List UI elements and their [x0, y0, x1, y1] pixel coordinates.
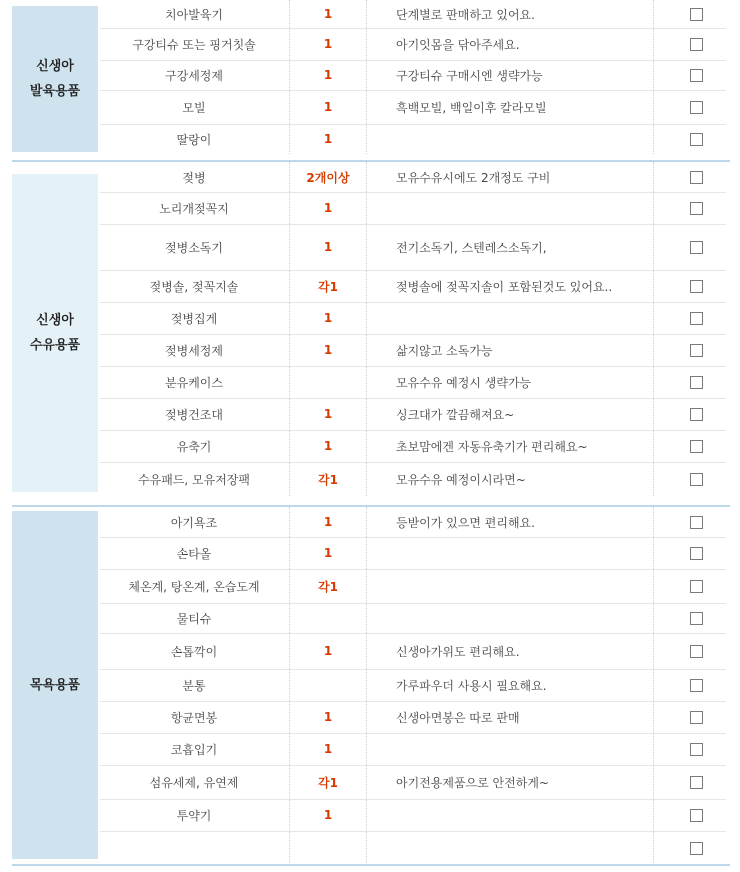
- item-quantity: 2개이상: [306, 170, 350, 185]
- column-divider: [653, 0, 654, 154]
- item-name: 섬유세제, 유연제: [149, 775, 239, 790]
- item-checkbox[interactable]: [690, 408, 703, 421]
- table-row: [100, 669, 726, 702]
- category-label-line: 신생아: [36, 313, 74, 328]
- item-name: [100, 831, 288, 865]
- table-row: [100, 0, 726, 29]
- item-note: 신생아가위도 편리해요.: [396, 644, 520, 659]
- table-row: [100, 124, 726, 154]
- item-name: 구강세정제: [165, 68, 223, 83]
- item-checkbox[interactable]: [690, 312, 703, 325]
- table-row: [100, 366, 726, 399]
- table-row: [100, 537, 726, 570]
- checkbox-cell: [666, 799, 726, 831]
- item-note: [396, 831, 696, 865]
- table-row: [100, 302, 726, 335]
- table-row: [100, 60, 726, 91]
- item-checkbox[interactable]: [690, 679, 703, 692]
- item-quantity: [290, 366, 366, 398]
- item-quantity: 1: [323, 808, 333, 822]
- item-name: 모빌: [182, 100, 206, 115]
- item-quantity: [290, 831, 366, 865]
- item-note: 아기잇몸을 닦아주세요.: [396, 37, 520, 52]
- item-name: 분통: [182, 678, 206, 693]
- checkbox-cell: [666, 28, 726, 60]
- checkbox-cell: [666, 334, 726, 366]
- table-row: [100, 90, 726, 125]
- item-checkbox[interactable]: [690, 645, 703, 658]
- item-name: 딸랑이: [176, 132, 212, 147]
- checkbox-cell: [666, 430, 726, 462]
- column-divider: [366, 162, 367, 496]
- item-note: 아기전용제품으로 안전하게~: [396, 775, 549, 790]
- item-name: 유축기: [176, 439, 212, 454]
- category-label-text: [30, 673, 80, 698]
- checkbox-cell: [666, 765, 726, 799]
- item-quantity: 1: [323, 710, 333, 724]
- table-row: [100, 334, 726, 367]
- item-name: 노리개젖꼭지: [159, 201, 229, 216]
- column-divider: [366, 0, 367, 154]
- item-name: 젖병솔, 젖꼭지솔: [149, 279, 239, 294]
- item-checkbox[interactable]: [690, 171, 703, 184]
- item-name: 젖병세정제: [165, 343, 223, 358]
- item-quantity: 1: [323, 742, 333, 756]
- item-note: 구강티슈 구매시엔 생략가능: [396, 68, 543, 83]
- item-checkbox[interactable]: [690, 473, 703, 486]
- item-name: 항균면봉: [170, 710, 218, 725]
- checkbox-cell: [666, 0, 726, 28]
- item-checkbox[interactable]: [690, 133, 703, 146]
- table-row: [100, 162, 726, 193]
- item-name: 구강티슈 또는 핑거칫솔: [132, 37, 256, 52]
- table-row: [100, 398, 726, 431]
- checkbox-cell: [666, 669, 726, 701]
- item-checkbox[interactable]: [690, 344, 703, 357]
- item-quantity: 각1: [318, 472, 338, 487]
- checkbox-cell: [666, 569, 726, 603]
- column-divider: [653, 507, 654, 865]
- item-note: 싱크대가 깔끔해져요~: [396, 407, 515, 422]
- column-divider: [289, 507, 290, 865]
- item-checkbox[interactable]: [690, 776, 703, 789]
- item-checkbox[interactable]: [690, 202, 703, 215]
- column-divider: [366, 507, 367, 865]
- item-name: 젖병건조대: [165, 407, 223, 422]
- item-checkbox[interactable]: [690, 809, 703, 822]
- item-checkbox[interactable]: [690, 743, 703, 756]
- item-note: 삶지않고 소독가능: [396, 343, 493, 358]
- table-row: [100, 701, 726, 734]
- table-row: [100, 733, 726, 766]
- item-quantity: 1: [323, 68, 333, 82]
- item-checkbox[interactable]: [690, 241, 703, 254]
- checkbox-cell: [666, 507, 726, 537]
- item-note: [396, 799, 696, 831]
- category-label: [12, 511, 98, 859]
- category-section: [12, 0, 730, 154]
- checkbox-cell: [666, 733, 726, 765]
- section-divider: [12, 864, 730, 866]
- item-quantity: 1: [323, 37, 333, 51]
- item-note: 단계별로 판매하고 있어요.: [396, 7, 535, 22]
- item-name: 아기욕조: [170, 515, 218, 530]
- item-note: 가루파우더 사용시 필요해요.: [396, 678, 547, 693]
- item-note: 모유수유 예정이시라면~: [396, 472, 526, 487]
- category-section: [12, 162, 730, 496]
- item-checkbox[interactable]: [690, 280, 703, 293]
- item-name: 젖병집게: [170, 311, 218, 326]
- item-name: 수유패드, 모유저장팩: [138, 472, 250, 487]
- item-checkbox[interactable]: [690, 38, 703, 51]
- checkbox-cell: [666, 633, 726, 669]
- item-name: 손톱깍이: [170, 644, 218, 659]
- table-row: [100, 603, 726, 634]
- table-row: [100, 765, 726, 800]
- item-quantity: [290, 669, 366, 701]
- item-name: 젖병: [182, 170, 206, 185]
- item-note: [396, 569, 696, 603]
- table-row: [100, 430, 726, 463]
- item-note: 신생아면봉은 따로 판매: [396, 710, 520, 725]
- item-note: [396, 124, 696, 154]
- item-name: 물티슈: [176, 611, 212, 626]
- item-quantity: 1: [323, 546, 333, 560]
- item-quantity: 1: [323, 100, 333, 114]
- checkbox-cell: [666, 270, 726, 302]
- item-quantity: 1: [323, 311, 333, 325]
- checkbox-cell: [666, 162, 726, 192]
- category-section: [12, 507, 730, 865]
- item-note: 초보맘에겐 자동유축기가 편리해요~: [396, 439, 588, 454]
- table-row: [100, 799, 726, 832]
- item-checkbox[interactable]: [690, 8, 703, 21]
- checkbox-cell: [666, 224, 726, 270]
- item-note: [396, 603, 696, 633]
- item-note: 젖병솔에 젖꼭지솔이 포함된것도 있어요..: [396, 279, 613, 294]
- item-quantity: 1: [323, 7, 333, 21]
- item-name: 손타올: [176, 546, 212, 561]
- table-row: [100, 507, 726, 538]
- checkbox-cell: [666, 124, 726, 154]
- item-checkbox[interactable]: [690, 376, 703, 389]
- category-label-line: 목욕용품: [29, 677, 81, 693]
- table-row: [100, 192, 726, 225]
- checkbox-cell: [666, 831, 726, 865]
- item-checkbox[interactable]: [690, 842, 703, 855]
- item-checkbox[interactable]: [690, 440, 703, 453]
- item-note: 모유수유 예정시 생략가능: [396, 375, 532, 390]
- item-checkbox[interactable]: [690, 612, 703, 625]
- checkbox-cell: [666, 192, 726, 224]
- table-row: [100, 831, 726, 865]
- item-rows: [100, 0, 726, 154]
- table-row: [100, 569, 726, 604]
- category-label-text: [30, 308, 80, 358]
- column-divider: [289, 0, 290, 154]
- item-checkbox[interactable]: [690, 547, 703, 560]
- item-rows: [100, 507, 726, 865]
- item-note: [396, 733, 696, 765]
- checkbox-cell: [666, 90, 726, 124]
- category-label: [12, 174, 98, 492]
- checkbox-cell: [666, 60, 726, 90]
- category-label-line: 신생아: [36, 59, 74, 74]
- item-note: 모유수유시에도 2개정도 구비: [396, 170, 551, 185]
- item-name: 분유케이스: [165, 375, 223, 390]
- category-label: [12, 6, 98, 152]
- item-quantity: 1: [323, 407, 333, 421]
- category-label-line: 발육용품: [29, 84, 81, 99]
- item-quantity: 1: [323, 515, 333, 529]
- item-name: 투약기: [176, 808, 212, 823]
- item-note: 등받이가 있으면 편리해요.: [396, 515, 535, 530]
- checkbox-cell: [666, 398, 726, 430]
- checkbox-cell: [666, 537, 726, 569]
- item-quantity: 각1: [318, 279, 338, 294]
- item-quantity: 1: [323, 240, 333, 254]
- item-name: 젖병소독기: [165, 240, 223, 255]
- table-row: [100, 633, 726, 670]
- item-checkbox[interactable]: [690, 516, 703, 529]
- category-label-line: 수유용품: [29, 338, 81, 353]
- item-name: 코흡입기: [170, 742, 218, 757]
- item-quantity: 1: [323, 644, 333, 658]
- column-divider: [653, 162, 654, 496]
- item-quantity: [290, 603, 366, 633]
- checkbox-cell: [666, 701, 726, 733]
- checkbox-cell: [666, 366, 726, 398]
- column-divider: [289, 162, 290, 496]
- table-row: [100, 270, 726, 303]
- item-quantity: 각1: [318, 579, 338, 594]
- item-name: 체온계, 탕온계, 온습도계: [128, 579, 260, 594]
- table-row: [100, 462, 726, 496]
- item-quantity: 1: [323, 439, 333, 453]
- item-checkbox[interactable]: [690, 580, 703, 593]
- checkbox-cell: [666, 603, 726, 633]
- category-label-text: [30, 54, 80, 104]
- item-checkbox[interactable]: [690, 101, 703, 114]
- item-quantity: 1: [323, 343, 333, 357]
- item-checkbox[interactable]: [690, 69, 703, 82]
- item-note: 흑백모빌, 백일이후 칼라모빌: [396, 100, 547, 115]
- item-name: 치아발육기: [165, 7, 223, 22]
- item-checkbox[interactable]: [690, 711, 703, 724]
- table-row: [100, 28, 726, 61]
- item-quantity: 각1: [318, 775, 338, 790]
- item-quantity: 1: [323, 201, 333, 215]
- checkbox-cell: [666, 462, 726, 496]
- item-note: [396, 302, 696, 334]
- checkbox-cell: [666, 302, 726, 334]
- item-note: [396, 537, 696, 569]
- table-row: [100, 224, 726, 271]
- item-note: [396, 192, 696, 224]
- item-quantity: 1: [323, 132, 333, 146]
- item-note: 전기소독기, 스텐레스소독기,: [396, 240, 547, 255]
- item-rows: [100, 162, 726, 496]
